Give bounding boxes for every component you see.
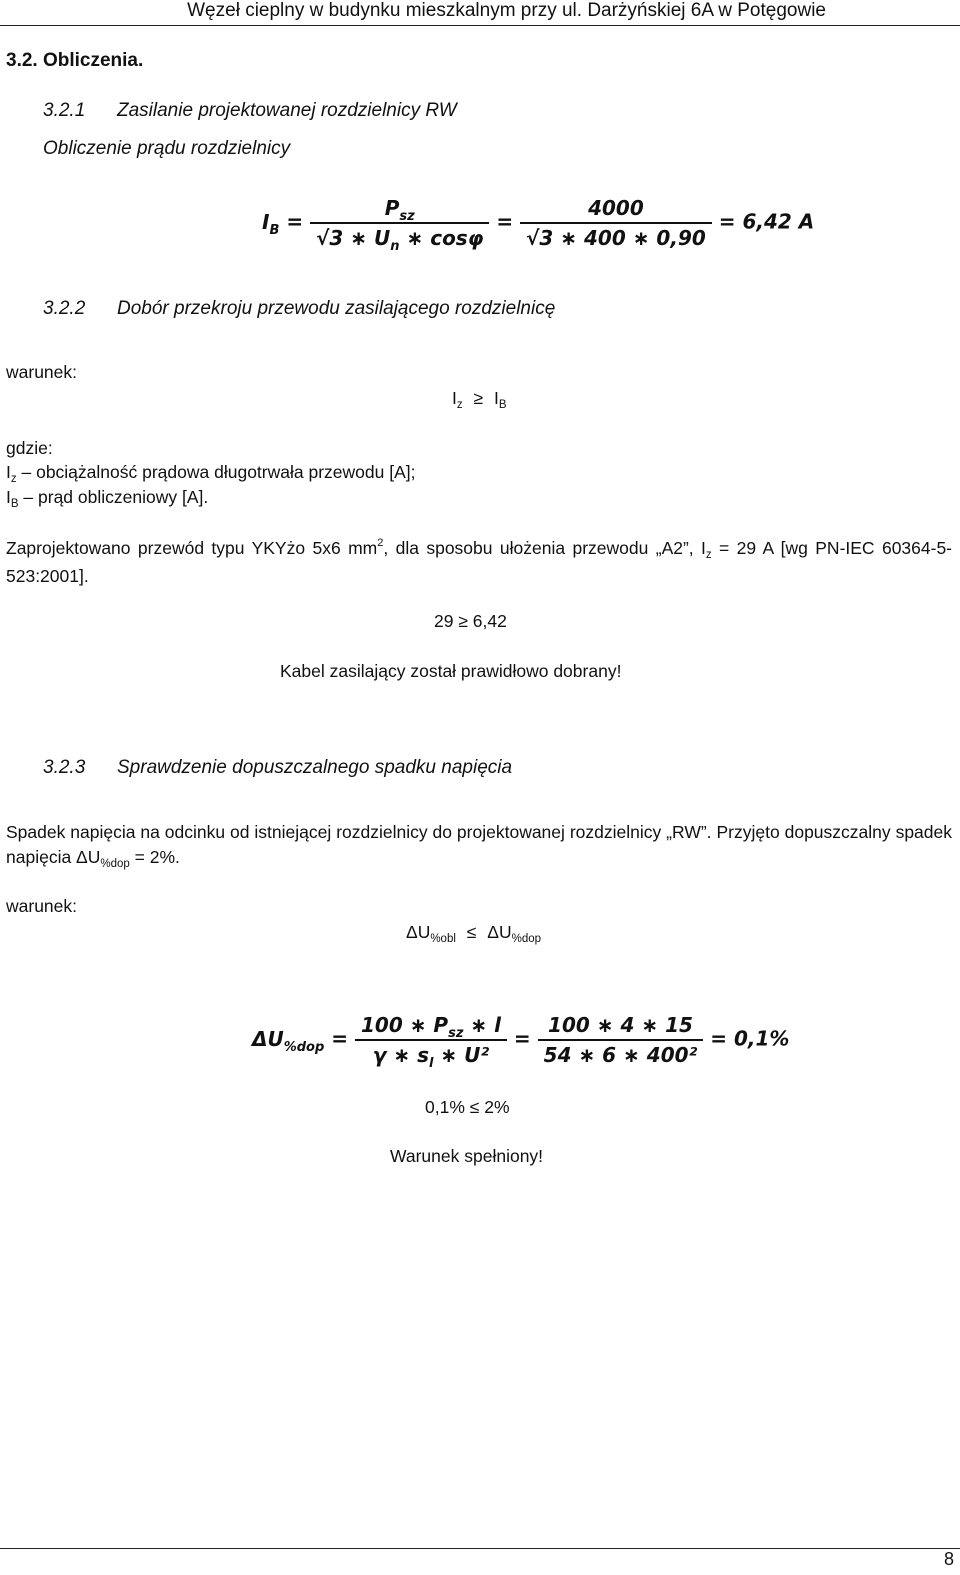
page-number: 8 — [943, 1549, 954, 1569]
warunek-label-2: warunek: — [6, 896, 78, 916]
footer-divider — [0, 1548, 960, 1549]
voltage-drop-result: Warunek spełniony! — [390, 1146, 544, 1166]
definition-iz: $I_z$ – obciążalność prądowa długotrwała przewodu [A]; — [6, 462, 416, 485]
cable-result: Kabel zasilający został prawidłowo dobrany! — [280, 661, 622, 681]
subsection-title-322: Dobór przekroju przewodu zasilającego rozdzielnicę — [117, 298, 556, 319]
header-divider — [0, 25, 960, 26]
subsection-number-322: 3.2.2 — [43, 298, 86, 319]
cable-check: 29 ≥ 6,42 — [434, 611, 507, 631]
formula-current-lhs: $I_B$ — [262, 209, 280, 238]
warunek-label-1: warunek: — [6, 362, 78, 382]
formula-current-fraction-1: $\frac{P_{sz}}{√3 ∗ U_n ∗ \cos\varphi}$ — [310, 196, 489, 250]
subsection-number-321: 3.2.1 — [43, 100, 86, 121]
formula-current-result: = 6,42 A — [718, 209, 815, 234]
formula-voltage-drop-result: = 0,1% — [710, 1026, 790, 1051]
formula-voltage-drop-fraction-2: $\frac{100 ∗ 4 ∗ 15}{\text{54 ∗ 6 ∗ 400²}}$ — [538, 1013, 704, 1067]
definition-ib: $I_B$ – prąd obliczeniowy [A]. — [6, 487, 209, 510]
voltage-drop-paragraph: Spadek napięcia na odcinku od istniejącej rozdzielnicy do projektowanej rozdzielnicy „RW”. Przyjęto dopuszczalny spadek napięcia $\Delta U_{\%dop} = 2\%$. — [6, 822, 952, 870]
formula-current-fraction-2: $\frac{4000}{√3 ∗ 400 ∗ 0,90}$ — [520, 196, 712, 250]
formula-voltage-drop-fraction-1: $\frac{100 ∗ P_{sz} ∗ l}{\gamma ∗ s_l ∗ U^2}$ — [355, 1013, 507, 1067]
voltage-drop-check: 0,1% ≤ 2% — [425, 1097, 510, 1117]
subsection-title-323: Sprawdzenie dopuszczalnego spadku napięcia — [117, 757, 513, 778]
subsection-number-323: 3.2.3 — [43, 757, 86, 778]
formula-current: $I_B$ = $\frac{P_{sz}}{√3 ∗ U_n ∗ \cos\varphi}$ = $\frac{4000}{√3 ∗ 400 ∗ 0,90}$ = 6,42 A — [262, 196, 815, 254]
cable-paragraph: Zaprojektowano przewód typu YKYżo 5x6 $mm^2$, dla sposobu ułożenia przewodu „A2”, $I_z = 29$ A [wg PN-IEC 60364-5-523:2001]. — [6, 537, 953, 586]
formula-voltage-drop-lhs: $\Delta U_{\%dop}$ — [252, 1026, 325, 1055]
condition-du: $\Delta U_{\%obl} \le \Delta U_{\%dop}$ — [406, 922, 542, 945]
subsection-title-321: Zasilanie projektowanej rozdzielnicy RW — [117, 100, 457, 121]
condition-iz-ib: $I_z \ge I_B$ — [452, 388, 507, 411]
subsection-subtitle-321: Obliczenie prądu rozdzielnicy — [43, 138, 291, 159]
page-header-title: Węzeł cieplny w budynku mieszkalnym przy ul. Darżyńskiej 6A w Potęgowie — [187, 0, 826, 21]
formula-voltage-drop: $\Delta U_{\%dop}$ = $\frac{100 ∗ P_{sz} ∗ l}{\gamma ∗ s_l ∗ U^2}$ = $\frac{100 ∗ 4 ∗ 15}{\text{54 ∗ 6 ∗ 400²}}$ = 0,1% — [252, 1013, 790, 1071]
gdzie-label: gdzie: — [6, 438, 53, 458]
section-title: 3.2. Obliczenia. — [6, 50, 144, 71]
